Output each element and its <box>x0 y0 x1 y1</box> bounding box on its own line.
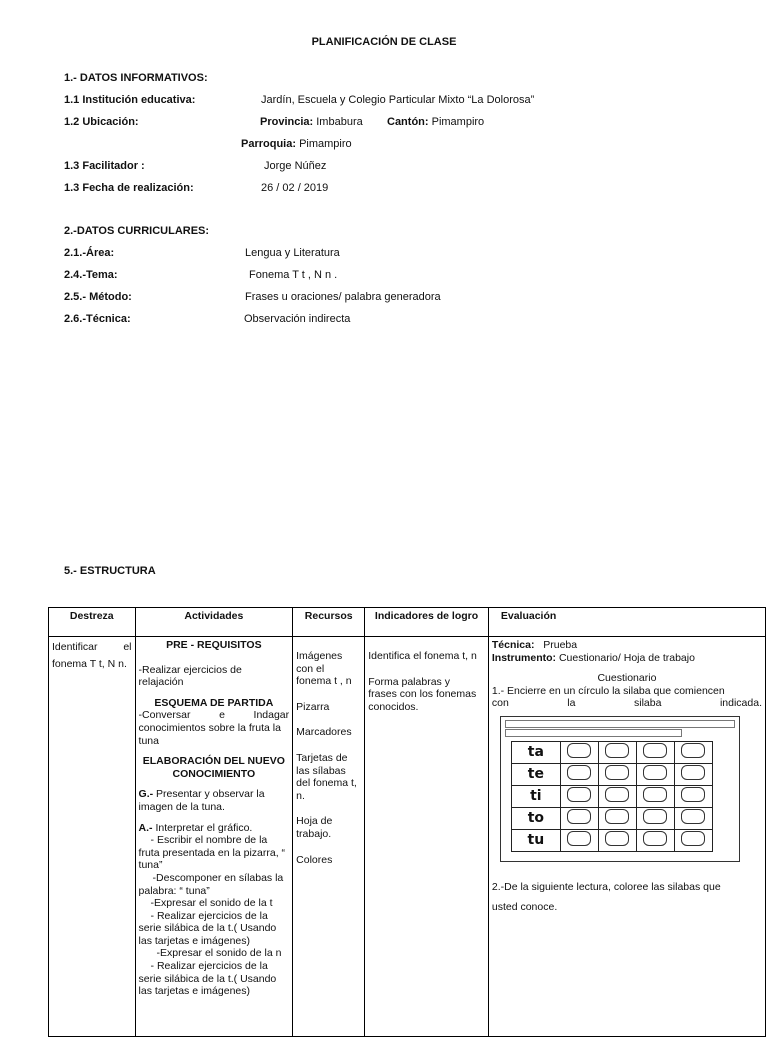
parroquia-value: Pimampiro <box>299 138 352 150</box>
turtle-icon <box>636 807 674 829</box>
activity-line: serie silábica de la t.( Usando <box>138 972 277 985</box>
canton-value: Pimampiro <box>431 116 485 128</box>
activity-line: fruta presentada en la pizarra, “ <box>138 846 286 859</box>
pipe-icon <box>674 829 712 851</box>
estructura-table <box>48 607 766 1037</box>
syllable-row <box>511 741 712 763</box>
parroquia-label: Parroquia: <box>241 138 297 150</box>
provincia-value: Imbabura <box>316 116 363 128</box>
phone-icon <box>674 763 712 785</box>
activity-line: palabra: “ tuna” <box>138 884 210 897</box>
recurso-line: n. <box>296 789 305 802</box>
syllable-cell: te <box>511 763 560 785</box>
activity-line: -Expresar el sonido de la t <box>150 897 273 910</box>
activity-line: - Realizar ejercicios de la <box>150 960 268 973</box>
worksheet-name-field <box>505 720 735 728</box>
institucion-label: 1.1 Institución educativa: <box>64 94 196 106</box>
canton-label: Cantón: <box>387 116 429 128</box>
indicador-line: Forma palabras y <box>368 675 450 688</box>
activity-line: tuna <box>138 734 159 747</box>
activity-line: conocimientos sobre la fruta la <box>138 721 281 734</box>
tulip-icon <box>560 829 598 851</box>
facilitador-value: Jorge Núñez <box>264 160 327 172</box>
fecha-label: 1.3 Fecha de realización: <box>64 182 194 194</box>
fecha-value: 26 / 02 / 2019 <box>261 182 329 194</box>
recurso-line: del fonema t, <box>296 777 357 790</box>
provincia-label: Provincia: <box>260 116 314 128</box>
recurso-line: trabajo. <box>296 827 332 840</box>
recursos-cell <box>293 637 365 1037</box>
header-evaluacion: Evaluación <box>488 608 765 637</box>
recurso-pizarra: Pizarra <box>296 700 330 713</box>
instrumento-label: Instrumento: <box>491 651 557 664</box>
activity-line: tuna” <box>138 859 163 872</box>
recurso-line: Hoja de <box>296 815 333 828</box>
metodo-label: 2.5.- Método: <box>64 291 132 303</box>
destreza-line: fonema T t, N n. <box>52 658 127 670</box>
paper-roll-icon <box>598 741 636 763</box>
header-recursos: Recursos <box>293 608 365 637</box>
header-indicadores: Indicadores de logro <box>365 608 489 637</box>
worksheet-image <box>500 716 740 862</box>
syllable-row <box>511 807 712 829</box>
syllable-row <box>511 829 712 851</box>
tecnica-eval-value: Prueba <box>543 639 578 651</box>
esquema-title: ESQUEMA DE PARTIDA <box>154 696 274 709</box>
instrumento-value: Cuestionario/ Hoja de trabajo <box>556 651 695 664</box>
header-actividades: Actividades <box>135 608 293 637</box>
recurso-line: fonema t , n <box>296 675 352 688</box>
table-row <box>49 637 766 1037</box>
table-header-row <box>49 608 766 637</box>
parroquia-field <box>241 138 352 150</box>
tema-value: Fonema T t , N n . <box>249 269 338 281</box>
a-label: A.- <box>138 821 153 834</box>
question-line: con la silaba indicada. <box>491 697 762 710</box>
cat-icon <box>560 763 598 785</box>
g-label: G.- <box>138 788 154 801</box>
header-destreza: Destreza <box>49 608 136 637</box>
shark-icon <box>560 785 598 807</box>
syllable-cell: ta <box>511 741 560 763</box>
cup-icon <box>560 741 598 763</box>
area-label: 2.1.-Área: <box>64 247 115 259</box>
box-icon <box>636 741 674 763</box>
facilitador-label: 1.3 Facilitador : <box>64 160 145 172</box>
actividades-cell <box>135 637 293 1037</box>
recurso-line: Tarjetas de <box>296 751 348 764</box>
activity-line <box>139 822 290 835</box>
cuestionario-title: Cuestionario <box>597 672 657 685</box>
question-line: usted conoce. <box>491 900 558 913</box>
question-line: 2.-De la siguiente lectura, coloree las silabas que <box>491 880 721 893</box>
tomato-icon <box>560 807 598 829</box>
tecnica-eval-label: Técnica: <box>491 639 535 651</box>
cake-icon <box>636 829 674 851</box>
activity-line: las tarjetas e imágenes) <box>138 985 251 998</box>
syllable-row <box>511 785 712 807</box>
syllable-cell: tu <box>511 829 560 851</box>
pre-requisitos-title: PRE - REQUISITOS <box>166 639 262 651</box>
destreza-cell <box>49 637 136 1037</box>
elaboracion-title: ELABORACIÓN DEL NUEVO <box>142 755 285 768</box>
syllable-cell: to <box>511 807 560 829</box>
syllable-grid <box>511 741 713 852</box>
page-title: PLANIFICACIÓN DE CLASE <box>311 36 457 48</box>
indicador-line: conocidos. <box>368 700 419 713</box>
g-text: Presentar y observar la <box>153 788 265 801</box>
tecnica-value: Observación indirecta <box>244 313 351 325</box>
a-text: Interpretar el gráfico. <box>152 821 253 834</box>
recurso-line: las sílabas <box>296 764 346 777</box>
spoon-icon <box>636 763 674 785</box>
evaluacion-instrumento <box>492 652 762 665</box>
destreza-line: Identificar el <box>52 641 132 653</box>
bathtub-icon <box>636 785 674 807</box>
activity-line: -Expresar el sonido de la n <box>156 947 282 960</box>
metodo-value: Frases u oraciones/ palabra generadora <box>245 291 441 303</box>
activity-line: serie silábica de la t.( Usando <box>138 922 277 935</box>
elaboracion-title: CONOCIMIENTO <box>172 767 256 780</box>
canton-field <box>387 116 484 128</box>
activity-line: - Escribir el nombre de la <box>150 834 268 847</box>
pre-requisitos-text: -Realizar ejercicios de relajación <box>138 663 242 689</box>
tema-label: 2.4.-Tema: <box>64 269 118 281</box>
recurso-line: Imágenes <box>296 650 343 662</box>
datos-curriculares-heading: 2.-DATOS CURRICULARES: <box>64 225 210 237</box>
screw-icon <box>674 807 712 829</box>
activity-line: -Conversar e Indagar <box>138 709 290 722</box>
activity-line: - Realizar ejercicios de la <box>150 909 268 922</box>
datos-informativos-heading: 1.- DATOS INFORMATIVOS: <box>64 72 208 84</box>
syllable-cell: ti <box>511 785 560 807</box>
stool-icon <box>598 829 636 851</box>
syllable-row <box>511 763 712 785</box>
provincia-field <box>260 116 363 128</box>
evaluacion-cell <box>488 637 765 1037</box>
activity-line: imagen de la tuna. <box>138 800 225 813</box>
spider-web-icon <box>598 807 636 829</box>
institucion-value: Jardín, Escuela y Colegio Particular Mixto “La Dolorosa” <box>261 94 535 106</box>
ubicacion-label: 1.2 Ubicación: <box>64 116 139 128</box>
recurso-line: con el <box>296 662 325 675</box>
evaluacion-tecnica <box>492 639 762 652</box>
recurso-marcadores: Marcadores <box>296 726 352 739</box>
question-line: 1.- Encierre en un círculo la silaba que comiencen <box>491 684 725 697</box>
estructura-heading: 5.- ESTRUCTURA <box>64 565 156 577</box>
indicadores-cell <box>365 637 489 1037</box>
indicador-line: frases con los fonemas <box>368 688 477 701</box>
activity-line <box>139 788 290 801</box>
worksheet-instruction-field <box>505 729 682 737</box>
activity-line: las tarjetas e imágenes) <box>138 934 251 947</box>
shoe-icon <box>674 785 712 807</box>
indicador-line: Identifica el fonema t, n <box>368 650 477 662</box>
recurso-colores: Colores <box>296 853 333 866</box>
tecnica-label: 2.6.-Técnica: <box>64 313 131 325</box>
basket-icon <box>598 763 636 785</box>
car-icon <box>674 741 712 763</box>
activity-line: -Descomponer en sílabas la <box>152 871 284 884</box>
scissors-icon <box>598 785 636 807</box>
area-value: Lengua y Literatura <box>245 247 340 259</box>
